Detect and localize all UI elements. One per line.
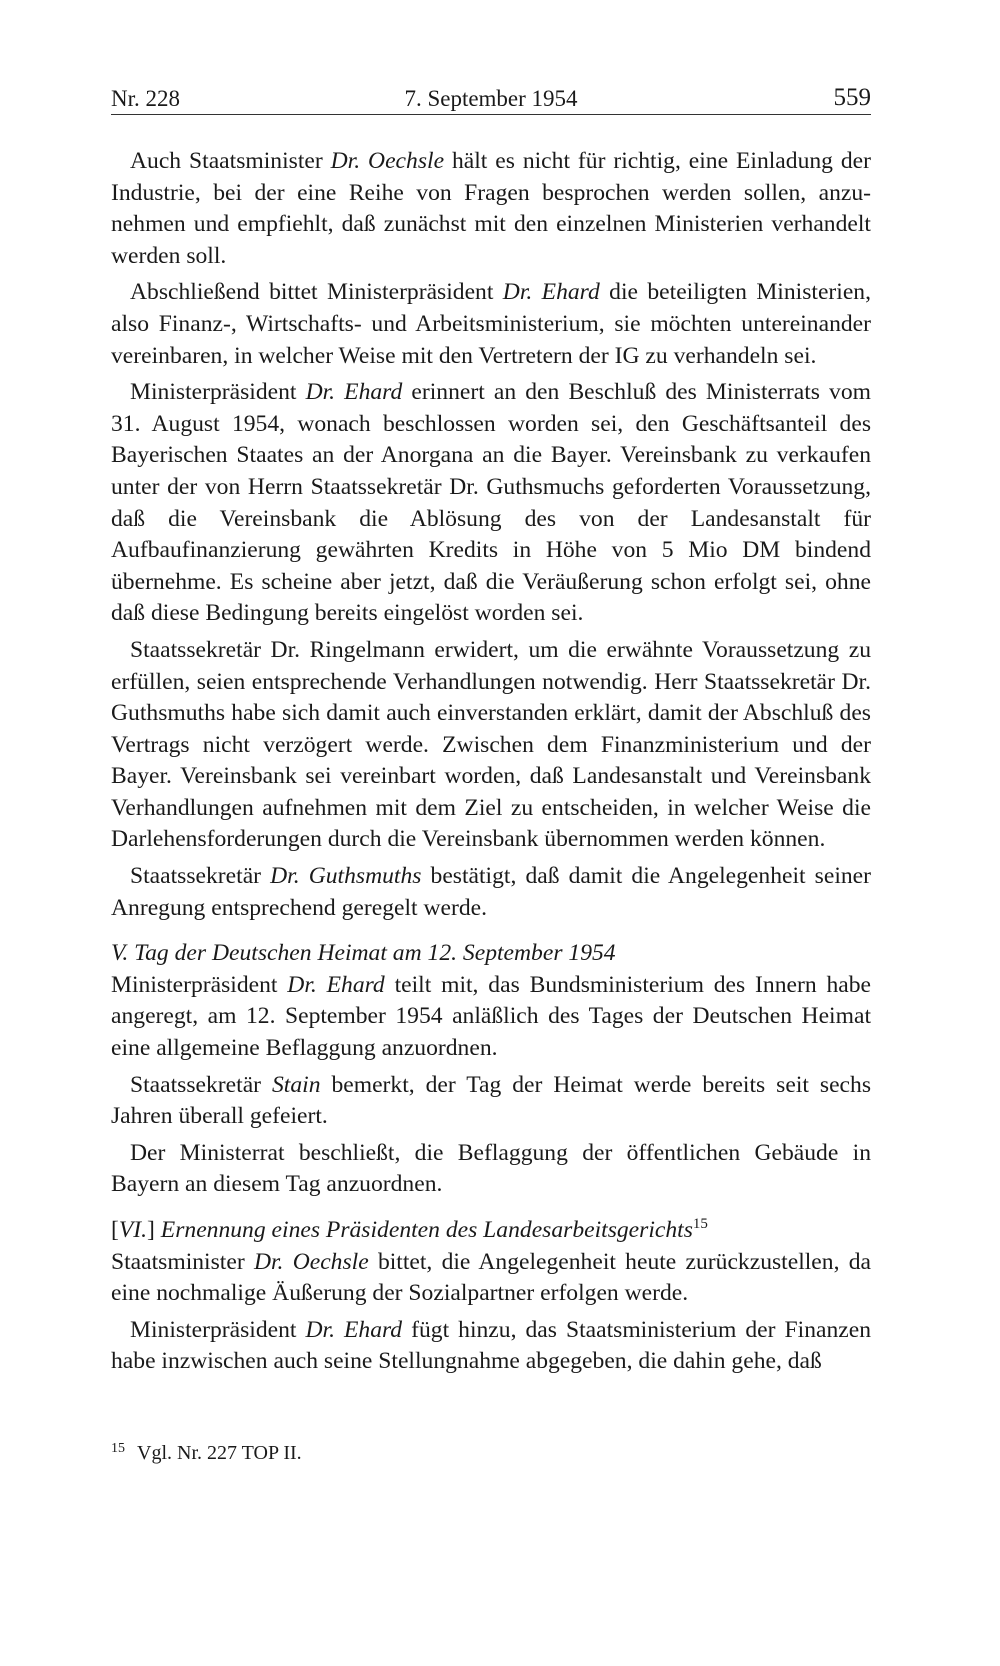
text-span: Auch Staatsminister: [130, 148, 331, 174]
person-name: Dr. Ehard: [305, 379, 403, 406]
main-text: [111, 146, 871, 1383]
bracket: ]: [147, 1217, 161, 1243]
document-number: Nr. 228: [111, 86, 180, 111]
person-name: Stain: [271, 1071, 321, 1098]
paragraph: [111, 861, 871, 924]
paragraph: [111, 1247, 871, 1310]
text-span: Ministerpräsident: [130, 379, 306, 406]
footnote-number: 15: [111, 1441, 125, 1456]
person-name: Dr. Ehard: [502, 279, 600, 306]
text-span: hält es nicht für richtig, eine Einladung der Industrie, bei der eine Reihe von Fragen besprochen werden sollen, anzunehmen und empfiehlt, daß zunächst mit den einzelnen Ministerien verhandelt werden soll.: [111, 148, 871, 269]
text-span: teilt mit, das Bundsministerium des Innern habe angeregt, am 12. September 1954 anläßlich des Tages der Deutschen Heimat eine allgemeine Beflaggung anzuordnen.: [111, 971, 871, 1062]
section-title: Ernennung eines Präsidenten des Landesarbeitsgerichts: [160, 1217, 693, 1243]
paragraph: Der Ministerrat beschließt, die Beflaggung der öffentlichen Gebäude in Bayern an diesem Tag anzuordnen.: [111, 1139, 871, 1198]
person-name: Dr. Guthsmuths: [270, 863, 422, 890]
header-rule: [111, 114, 871, 115]
page-number: 559: [833, 84, 871, 111]
footnote-text: Vgl. Nr. 227 TOP II.: [137, 1442, 302, 1464]
text-span: Staatssekretär: [130, 1071, 272, 1098]
paragraph: [111, 146, 871, 272]
running-header: [111, 80, 871, 116]
paragraph: [111, 970, 871, 1065]
text-span: Staatssekretär: [130, 863, 271, 890]
text-span: Ministerpräsident: [111, 971, 288, 998]
text-span: bittet, die Angelegenheit heute zurückzustellen, da eine nochmalige Äußerung der Sozialpartner erfolgen werde.: [111, 1248, 871, 1307]
text-span: Ministerpräsident: [130, 1316, 306, 1343]
text-span: bestätigt, daß damit die Angelegenheit seiner Anregung entsprechend geregelt werde.: [111, 863, 871, 921]
person-name: Dr. Oechsle: [253, 1248, 369, 1275]
person-name: Dr. Oechsle: [330, 148, 445, 174]
text-span: Staatsminister: [111, 1248, 254, 1275]
person-name: Dr. Ehard: [305, 1316, 403, 1343]
footnote-reference[interactable]: 15: [692, 1216, 708, 1232]
text-span: erinnert an den Beschluß des Ministerrats vom 31. August 1954, wonach beschlossen worden sei, den Geschäftsanteil des Bayerischen Staates an der Anorgana an die Bayer. Vereinsbank zu verkaufen unter der von Herrn Staatssekretär Dr. Guthsmuchs geforderten Voraussetzung, daß die Vereinsbank die Ablösung des von der Landesanstalt für Aufbaufinanzierung gewährten Kredits in Höhe von 5 Mio DM bindend übernehme. Es scheine aber jetzt, daß die Veräußerung schon erfolgt sei, ohne daß diese Bedingung bereits eingelöst worden sei.: [111, 379, 871, 627]
paragraph: [111, 1315, 871, 1378]
text-span: die beteiligten Ministerien, also Finanz-, Wirtschafts- und Arbeitsministerium, sie möchten untereinander vereinbaren, in welcher Weise mit den Vertretern der IG zu verhandeln sei.: [111, 279, 872, 369]
paragraph: [111, 277, 871, 372]
header-date: 7. September 1954: [404, 86, 578, 111]
text-span: fügt hinzu, das Staatsministerium der Finanzen habe inzwischen auch seine Stellungnahme abgegeben, die dahin gehe, daß: [111, 1316, 871, 1375]
person-name: Dr. Ehard: [287, 971, 385, 998]
section-heading-vi: [111, 1215, 871, 1247]
paragraph: Staatssekretär Dr. Ringelmann erwidert, um die erwähnte Voraussetzung zu erfüllen, seien entsprechende Verhandlungen notwendig. Herr Staatssekretär Dr. Guthsmuths habe sich damit auch einverstanden erklärt, damit der Abschluß des Vertrags nicht verzögert werde. Zwischen dem Finanzministerium und der Bayer. Vereinsbank sei vereinbart worden, daß Landesanstalt und Vereinsbank Verhandlungen aufnehmen mit dem Ziel zu entscheiden, in welcher Weise die Darlehensforderungen durch die Vereinsbank übernommen werden können.: [111, 636, 871, 853]
footnote: [111, 1436, 871, 1466]
text-span: Abschließend bittet Ministerpräsident: [130, 279, 503, 306]
section-heading-v: V. Tag der Deutschen Heimat am 12. September 1954: [111, 940, 616, 967]
paragraph: [111, 377, 871, 630]
text-span: bemerkt, der Tag der Heimat werde bereits seit sechs Jahren überall gefeiert.: [111, 1071, 872, 1130]
bracket: [: [111, 1217, 119, 1243]
paragraph: [111, 1070, 871, 1133]
section-numeral: VI.: [118, 1217, 148, 1243]
